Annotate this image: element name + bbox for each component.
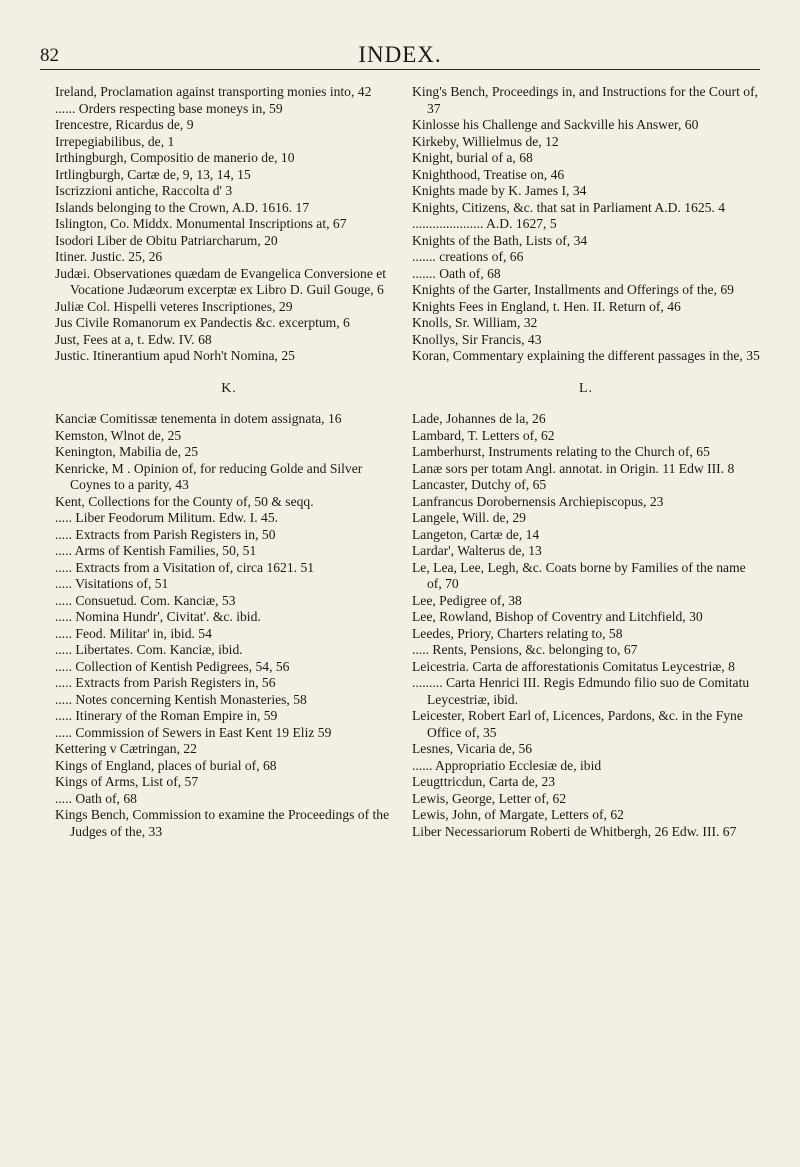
index-entry: Kings of Arms, List of, 57 <box>55 774 199 789</box>
index-entry: ....... creations of, 66 <box>412 249 524 264</box>
index-entry: Kings of England, places of burial of, 68 <box>55 757 277 773</box>
index-entry: Langele, Will. de, 29 <box>412 510 526 525</box>
index-entry: Knight, burial of a, 68 <box>412 150 533 165</box>
index-entry: Koran, Commentary explaining the different passages in the, 35 <box>412 348 760 363</box>
index-entry: Kenington, Mabilia de, 25 <box>55 444 199 459</box>
index-entry: Kinlosse his Challenge and Sackville his Answer, 60 <box>412 117 699 132</box>
index-entry: Lewis, George, Letter of, 62 <box>412 790 567 806</box>
index-entry: ..... Nomina Hundr', Civitat'. &c. ibid. <box>55 609 261 624</box>
index-entry: Kings Bench, Commission to examine the Proceedings of the Judges of the, 33 <box>55 807 390 839</box>
index-entry: Jus Civile Romanorum ex Pandectis &c. excerptum, 6 <box>55 315 350 330</box>
index-entry: Kent, Collections for the County of, 50 & seqq. <box>55 493 314 509</box>
index-entry: Lade, Johannes de la, 26 <box>412 411 546 426</box>
index-entry: Lancaster, Dutchy of, 65 <box>412 477 547 492</box>
index-entry: Just, Fees at a, t. Edw. IV. 68 <box>55 331 212 347</box>
index-entry: Irrepegiabilibus, de, 1 <box>55 133 175 149</box>
index-list-i <box>55 84 403 365</box>
index-entry: Justic. Itinerantium apud Norh't Nomina, 25 <box>55 348 295 363</box>
index-entry: Lee, Rowland, Bishop of Coventry and Litchfield, 30 <box>412 609 703 624</box>
index-entry: Lamberhurst, Instruments relating to the Church of, 65 <box>412 444 710 459</box>
section-letter-l: L. <box>578 380 594 396</box>
index-entry: Langeton, Cartæ de, 14 <box>412 526 540 542</box>
index-entry: Knights Fees in England, t. Hen. II. Return of, 46 <box>412 298 681 314</box>
index-entry: ..... Collection of Kentish Pedigrees, 54, 56 <box>55 658 290 674</box>
index-entry: Lee, Pedigree of, 38 <box>412 592 522 608</box>
index-entry: ..... Extracts from Parish Registers in, 56 <box>55 675 276 690</box>
index-entry: ..... Feod. Militar' in, ibid. 54 <box>55 625 212 641</box>
page-number: 82 <box>40 45 59 66</box>
index-entry: Lesnes, Vicaria de, 56 <box>412 741 533 756</box>
index-entry: ..... Commission of Sewers in East Kent 19 Eliz 59 <box>55 724 332 740</box>
index-entry: ....... Oath of, 68 <box>412 265 501 281</box>
index-entry: Lardar', Walterus de, 13 <box>412 543 542 558</box>
index-entry: Irtlingburgh, Cartæ de, 9, 13, 14, 15 <box>55 166 251 182</box>
index-entry: Knolls, Sr. William, 32 <box>412 315 538 330</box>
running-title: INDEX. <box>358 42 442 67</box>
index-entry: Lanfrancus Dorobernensis Archiepiscopus, 23 <box>412 493 664 509</box>
index-entry: Ireland, Proclamation against transporting monies into, 42 <box>55 84 372 99</box>
index-entry: Kemston, Wlnot de, 25 <box>55 427 182 443</box>
index-entry: Knights made by K. James I, 34 <box>412 183 587 198</box>
section-letter-k: K. <box>221 380 237 396</box>
index-entry: ..... Consuetud. Com. Kanciæ, 53 <box>55 592 236 608</box>
index-entry: ..... Arms of Kentish Families, 50, 51 <box>55 543 257 558</box>
index-entry: Kenricke, M . Opinion of, for reducing Golde and Silver Coynes to a parity, 43 <box>55 460 363 492</box>
index-list-k <box>55 411 403 840</box>
index-entry: ..... Libertates. Com. Kanciæ, ibid. <box>55 642 243 657</box>
index-entry: ..................... A.D. 1627, 5 <box>412 216 557 231</box>
index-entry: Lewis, John, of Margate, Letters of, 62 <box>412 807 624 822</box>
index-entry: ...... Orders respecting base moneys in, 59 <box>55 100 283 116</box>
index-entry: ..... Notes concerning Kentish Monasteries, 58 <box>55 691 307 707</box>
index-list-k-continued <box>412 84 760 365</box>
index-entry: Kettering v Cætringan, 22 <box>55 741 197 756</box>
index-entry: Isodori Liber de Obitu Patriarcharum, 20 <box>55 232 278 248</box>
index-entry: Leedes, Priory, Charters relating to, 58 <box>412 625 623 641</box>
index-entry: Irthingburgh, Compositio de manerio de, 10 <box>55 150 295 165</box>
index-entry: Iscrizzioni antiche, Raccolta d' 3 <box>55 183 233 198</box>
index-entry: Kanciæ Comitissæ tenementa in dotem assignata, 16 <box>55 411 342 426</box>
index-entry: ......... Carta Henrici III. Regis Edmundo filio suo de Comitatu Leycestriæ, ibid. <box>412 675 750 707</box>
index-entry: ..... Itinerary of the Roman Empire in, 59 <box>55 708 278 723</box>
index-entry: ..... Liber Feodorum Militum. Edw. I. 45. <box>55 510 279 525</box>
index-entry: Le, Lea, Lee, Legh, &c. Coats borne by Families of the name of, 70 <box>412 559 746 591</box>
index-entry: Itiner. Justic. 25, 26 <box>55 249 163 264</box>
index-entry: Knights of the Garter, Installments and Offerings of the, 69 <box>412 282 734 297</box>
header-rule <box>40 69 760 70</box>
index-entry: Leicester, Robert Earl of, Licences, Pardons, &c. in the Fyne Office of, 35 <box>412 708 743 740</box>
index-list-l <box>412 411 760 840</box>
index-entry: Islands belonging to the Crown, A.D. 1616. 17 <box>55 199 310 215</box>
index-entry: Juliæ Col. Hispelli veteres Inscriptiones, 29 <box>55 298 293 314</box>
right-column <box>412 84 760 840</box>
index-entry: Knighthood, Treatise on, 46 <box>412 166 565 182</box>
index-entry: Leicestria. Carta de afforestationis Comitatus Leycestriæ, 8 <box>412 658 735 674</box>
index-entry: Lambard, T. Letters of, 62 <box>412 427 555 443</box>
index-entry: Knollys, Sir Francis, 43 <box>412 331 542 347</box>
index-entry: ..... Rents, Pensions, &c. belonging to, 67 <box>412 642 638 657</box>
index-entry: Lanæ sors per totam Angl. annotat. in Origin. 11 Edw III. 8 <box>412 460 735 476</box>
index-entry: King's Bench, Proceedings in, and Instructions for the Court of, 37 <box>412 84 759 116</box>
index-entry: Irencestre, Ricardus de, 9 <box>55 117 194 132</box>
index-entry: Kirkeby, Willielmus de, 12 <box>412 133 559 149</box>
index-entry: Leugttricdun, Carta de, 23 <box>412 774 556 789</box>
index-entry: ..... Extracts from a Visitation of, circa 1621. 51 <box>55 559 315 575</box>
index-entry: Knights, Citizens, &c. that sat in Parliament A.D. 1625. 4 <box>412 199 726 215</box>
index-entry: Liber Necessariorum Roberti de Whitbergh, 26 Edw. III. 67 <box>412 823 737 839</box>
index-entry: Knights of the Bath, Lists of, 34 <box>412 232 588 248</box>
index-entry: ..... Extracts from Parish Registers in, 50 <box>55 526 276 542</box>
left-column <box>55 84 403 840</box>
index-entry: ...... Appropriatio Ecclesiæ de, ibid <box>412 757 602 773</box>
index-entry: ..... Visitations of, 51 <box>55 576 169 591</box>
index-entry: ..... Oath of, 68 <box>55 790 137 806</box>
index-entry: Islington, Co. Middx. Monumental Inscriptions at, 67 <box>55 216 347 231</box>
index-entry: Judæi. Observationes quædam de Evangelica Conversione et Vocatione Judæorum excerptæ ex Libro D. Guil Gouge, 6 <box>55 265 387 297</box>
